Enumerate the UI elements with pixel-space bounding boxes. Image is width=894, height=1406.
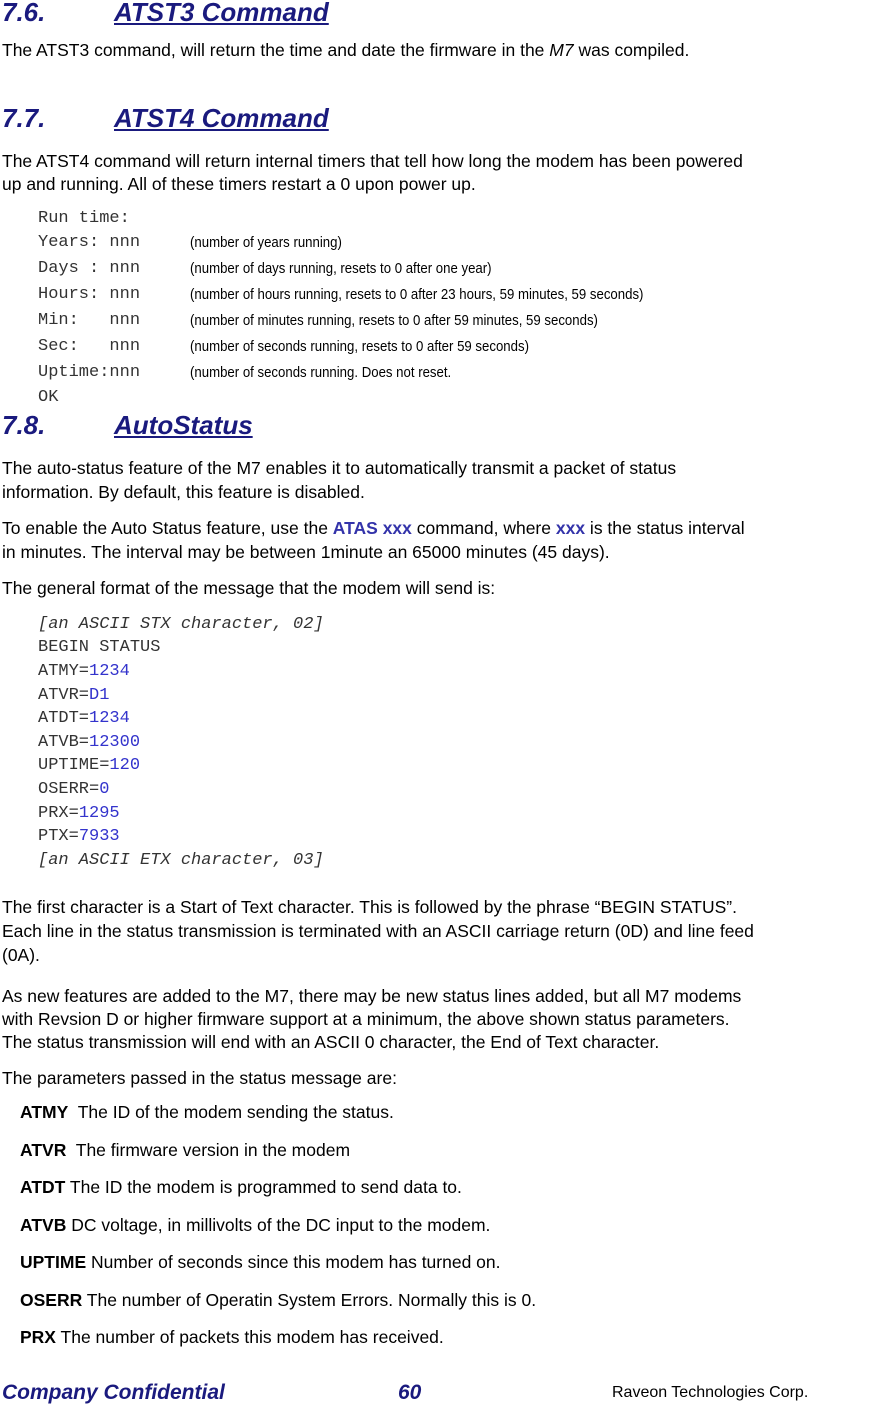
- paragraph: To enable the Auto Status feature, use the ATAS xxx command, where xxx is the status interval: [2, 518, 745, 538]
- status-key: OSERR=: [38, 780, 100, 799]
- stx-line: [an ASCII STX character, 02]: [38, 615, 324, 634]
- status-key: ATMY=: [38, 662, 90, 681]
- section-number: 7.8.: [2, 410, 46, 440]
- status-line: [38, 708, 130, 730]
- parameter-description: Number of seconds since this modem has turned on.: [86, 1252, 501, 1272]
- timer-key: Min: nnn: [38, 311, 141, 330]
- section-number: 7.7.: [2, 103, 46, 133]
- parameter-description: DC voltage, in millivolts of the DC input to the modem.: [66, 1214, 491, 1235]
- section-heading-7-6: [2, 0, 329, 27]
- paragraph: The ATST4 command will return internal timers that tell how long the modem has been powered: [2, 151, 743, 171]
- status-line: [38, 803, 120, 825]
- status-value: 0: [99, 780, 110, 799]
- section-title: ATST3 Command: [114, 0, 329, 27]
- status-line: [38, 685, 109, 707]
- status-key: PTX=: [38, 827, 79, 847]
- section-heading-7-8: [2, 410, 253, 440]
- parameter-name: UPTIME: [20, 1252, 87, 1272]
- timer-note: (number of seconds running, resets to 0 after 59 seconds): [190, 338, 529, 355]
- parameter-name: ATMY: [20, 1102, 69, 1122]
- parameter-item: [20, 1139, 350, 1162]
- command-param: xxx: [555, 518, 586, 538]
- status-value: D1: [89, 685, 110, 705]
- status-key: ATVB=: [38, 732, 90, 752]
- paragraph: As new features are added to the M7, there may be new status lines added, but all M7 modems: [2, 986, 742, 1006]
- etx-line: [an ASCII ETX character, 03]: [38, 851, 324, 870]
- timer-note: (number of hours running, resets to 0 after 23 hours, 59 minutes, 59 seconds): [190, 286, 644, 303]
- parameter-item: [20, 1289, 536, 1312]
- timer-key: Days : nnn: [38, 259, 141, 278]
- timer-key: Sec: nnn: [38, 337, 141, 356]
- status-line: [38, 732, 140, 754]
- command-atas: ATAS xxx: [332, 518, 412, 538]
- timer-note: (number of seconds running. Does not reset.: [190, 364, 452, 381]
- paragraph: The ATST3 command, will return the time and date the firmware in the M7 was compiled.: [2, 40, 690, 60]
- parameter-item: [20, 1251, 501, 1274]
- paragraph: The parameters passed in the status message are:: [2, 1068, 397, 1088]
- parameter-item: [20, 1176, 462, 1199]
- run-time-label: Run time:: [38, 209, 130, 228]
- status-key: ATVR=: [38, 685, 90, 705]
- parameter-description: The number of Operatin System Errors. Normally this is 0.: [82, 1289, 537, 1310]
- paragraph: The general format of the message that the modem will send is:: [2, 578, 496, 598]
- status-key: ATDT=: [38, 709, 90, 729]
- parameter-description: The ID of the modem sending the status.: [68, 1102, 394, 1122]
- parameter-description: The firmware version in the modem: [66, 1139, 351, 1160]
- status-line: [38, 826, 120, 848]
- ok-response: OK: [38, 388, 59, 407]
- section-number: 7.6.: [2, 0, 46, 27]
- status-value: 1234: [89, 662, 130, 681]
- timer-key: Years: nnn: [38, 233, 141, 252]
- paragraph: Each line in the status transmission is terminated with an ASCII carriage return (0D) and line feed: [2, 921, 754, 941]
- status-value: 120: [109, 756, 141, 776]
- status-value: 7933: [78, 827, 120, 847]
- paragraph: up and running. All of these timers restart a 0 upon power up.: [2, 174, 476, 194]
- status-line: [38, 755, 140, 777]
- footer-confidential: Company Confidential: [2, 1381, 225, 1404]
- paragraph: The auto-status feature of the M7 enables it to automatically transmit a packet of status: [2, 458, 677, 478]
- paragraph: in minutes. The interval may be between 1minute an 65000 minutes (45 days).: [2, 542, 610, 562]
- status-key: UPTIME=: [38, 756, 110, 776]
- timer-note: (number of days running, resets to 0 after one year): [190, 260, 492, 277]
- section-title: AutoStatus: [114, 410, 253, 440]
- parameter-description: The number of packets this modem has received.: [55, 1327, 444, 1347]
- paragraph: The status transmission will end with an ASCII 0 character, the End of Text character.: [2, 1032, 660, 1052]
- status-line: [38, 661, 130, 683]
- parameter-item: [20, 1326, 444, 1349]
- status-line: [38, 779, 109, 801]
- parameter-item: [20, 1214, 490, 1237]
- parameter-description: The ID the modem is programmed to send data to.: [65, 1177, 462, 1197]
- status-value: 12300: [89, 732, 141, 752]
- parameter-item: [20, 1101, 394, 1124]
- parameter-name: ATVB: [20, 1214, 67, 1235]
- section-heading-7-7: [2, 103, 329, 133]
- paragraph: The first character is a Start of Text character. This is followed by the phrase “BEGIN STATUS”.: [2, 897, 737, 917]
- status-key: PRX=: [38, 803, 79, 823]
- begin-status-line: BEGIN STATUS: [38, 638, 161, 657]
- status-value: 1234: [89, 709, 130, 729]
- footer-company: Raveon Technologies Corp.: [612, 1384, 809, 1401]
- timer-key: Hours: nnn: [38, 285, 141, 304]
- paragraph: (0A).: [2, 945, 40, 965]
- timer-note: (number of minutes running, resets to 0 after 59 minutes, 59 seconds): [190, 312, 598, 329]
- parameter-name: PRX: [20, 1327, 56, 1347]
- status-value: 1295: [78, 803, 120, 823]
- paragraph: with Revsion D or higher firmware support at a minimum, the above shown status parameters.: [2, 1009, 730, 1029]
- page-number: 60: [398, 1381, 422, 1404]
- parameter-name: ATDT: [20, 1177, 66, 1197]
- parameter-name: ATVR: [20, 1139, 67, 1160]
- timer-key: Uptime:nnn: [38, 363, 141, 382]
- paragraph: information. By default, this feature is disabled.: [2, 482, 365, 502]
- product-name: M7: [549, 40, 574, 60]
- parameter-name: OSERR: [20, 1289, 83, 1310]
- section-title: ATST4 Command: [114, 103, 329, 133]
- timer-note: (number of years running): [190, 234, 342, 251]
